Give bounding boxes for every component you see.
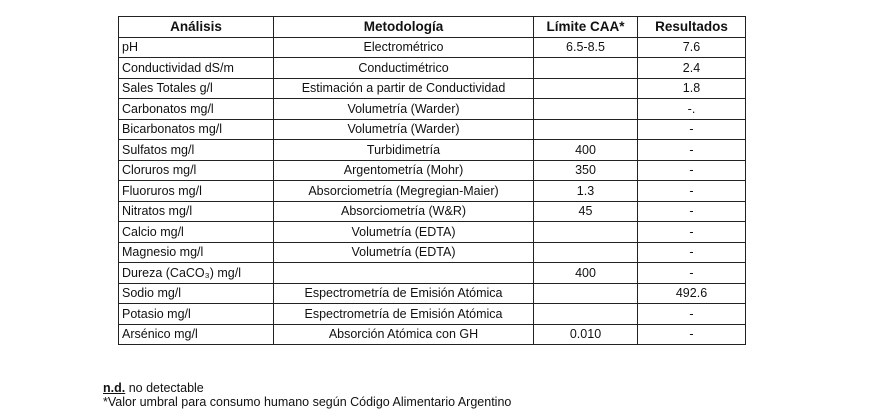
cell-limite — [534, 222, 638, 243]
table-row — [119, 263, 746, 284]
table-header-row — [119, 17, 746, 38]
cell-metodologia: Estimación a partir de Conductividad — [274, 78, 534, 99]
cell-metodologia: Absorciometría (Megregian-Maier) — [274, 181, 534, 202]
table-row — [119, 119, 746, 140]
table-row — [119, 78, 746, 99]
cell-resultado: - — [638, 222, 746, 243]
cell-limite — [534, 99, 638, 120]
table-row — [119, 140, 746, 161]
table-row — [119, 201, 746, 222]
cell-limite: 400 — [534, 140, 638, 161]
table-row — [119, 37, 746, 58]
cell-limite — [534, 78, 638, 99]
cell-metodologia: Absorción Atómica con GH — [274, 324, 534, 345]
cell-limite: 1.3 — [534, 181, 638, 202]
cell-resultado: 2.4 — [638, 58, 746, 79]
cell-metodologia: Turbidimetría — [274, 140, 534, 161]
cell-limite: 6.5-8.5 — [534, 37, 638, 58]
cell-resultado: 7.6 — [638, 37, 746, 58]
cell-resultado: - — [638, 304, 746, 325]
cell-metodologia: Conductimétrico — [274, 58, 534, 79]
analysis-table — [118, 16, 746, 345]
footnotes — [103, 381, 511, 409]
cell-resultado: -. — [638, 99, 746, 120]
footnote-nd — [103, 381, 511, 395]
cell-limite: 0.010 — [534, 324, 638, 345]
cell-analisis: Sales Totales g/l — [119, 78, 274, 99]
cell-analisis: Fluoruros mg/l — [119, 181, 274, 202]
cell-resultado: - — [638, 201, 746, 222]
cell-analisis: Bicarbonatos mg/l — [119, 119, 274, 140]
cell-metodologia: Espectrometría de Emisión Atómica — [274, 283, 534, 304]
table-row — [119, 99, 746, 120]
cell-metodologia: Absorciometría (W&R) — [274, 201, 534, 222]
cell-metodologia: Argentometría (Mohr) — [274, 160, 534, 181]
cell-metodologia: Electrométrico — [274, 37, 534, 58]
cell-metodologia: Espectrometría de Emisión Atómica — [274, 304, 534, 325]
cell-limite — [534, 283, 638, 304]
cell-metodologia: Volumetría (EDTA) — [274, 242, 534, 263]
cell-limite — [534, 58, 638, 79]
cell-analisis: Nitratos mg/l — [119, 201, 274, 222]
cell-limite: 400 — [534, 263, 638, 284]
footnote-threshold: *Valor umbral para consumo humano según Código Alimentario Argentino — [103, 395, 512, 409]
cell-analisis: Potasio mg/l — [119, 304, 274, 325]
cell-analisis: Sulfatos mg/l — [119, 140, 274, 161]
table-row — [119, 324, 746, 345]
cell-analisis: Cloruros mg/l — [119, 160, 274, 181]
table-row — [119, 222, 746, 243]
cell-limite: 45 — [534, 201, 638, 222]
cell-analisis: Dureza (CaCO₃) mg/l — [119, 263, 274, 284]
table-row — [119, 283, 746, 304]
header-limite-caa: Límite CAA* — [534, 17, 638, 38]
cell-limite: 350 — [534, 160, 638, 181]
cell-resultado: - — [638, 140, 746, 161]
table-row — [119, 242, 746, 263]
cell-analisis: pH — [119, 37, 274, 58]
cell-analisis: Sodio mg/l — [119, 283, 274, 304]
cell-analisis: Calcio mg/l — [119, 222, 274, 243]
cell-resultado: - — [638, 242, 746, 263]
header-resultados: Resultados — [638, 17, 746, 38]
cell-limite — [534, 242, 638, 263]
cell-metodologia: Volumetría (Warder) — [274, 119, 534, 140]
cell-analisis: Magnesio mg/l — [119, 242, 274, 263]
table-row — [119, 58, 746, 79]
cell-analisis: Conductividad dS/m — [119, 58, 274, 79]
cell-resultado: - — [638, 181, 746, 202]
cell-resultado: - — [638, 324, 746, 345]
cell-resultado: - — [638, 263, 746, 284]
table-row — [119, 304, 746, 325]
cell-metodologia — [274, 263, 534, 284]
cell-analisis: Carbonatos mg/l — [119, 99, 274, 120]
header-analisis: Análisis — [119, 17, 274, 38]
cell-metodologia: Volumetría (EDTA) — [274, 222, 534, 243]
cell-resultado: - — [638, 160, 746, 181]
nd-abbreviation: n.d. — [103, 381, 126, 395]
cell-limite — [534, 119, 638, 140]
cell-metodologia: Volumetría (Warder) — [274, 99, 534, 120]
cell-resultado: 1.8 — [638, 78, 746, 99]
cell-analisis: Arsénico mg/l — [119, 324, 274, 345]
table-row — [119, 181, 746, 202]
cell-limite — [534, 304, 638, 325]
cell-resultado: 492.6 — [638, 283, 746, 304]
nd-description: no detectable — [125, 381, 204, 395]
cell-resultado: - — [638, 119, 746, 140]
header-metodologia: Metodología — [274, 17, 534, 38]
table-row — [119, 160, 746, 181]
